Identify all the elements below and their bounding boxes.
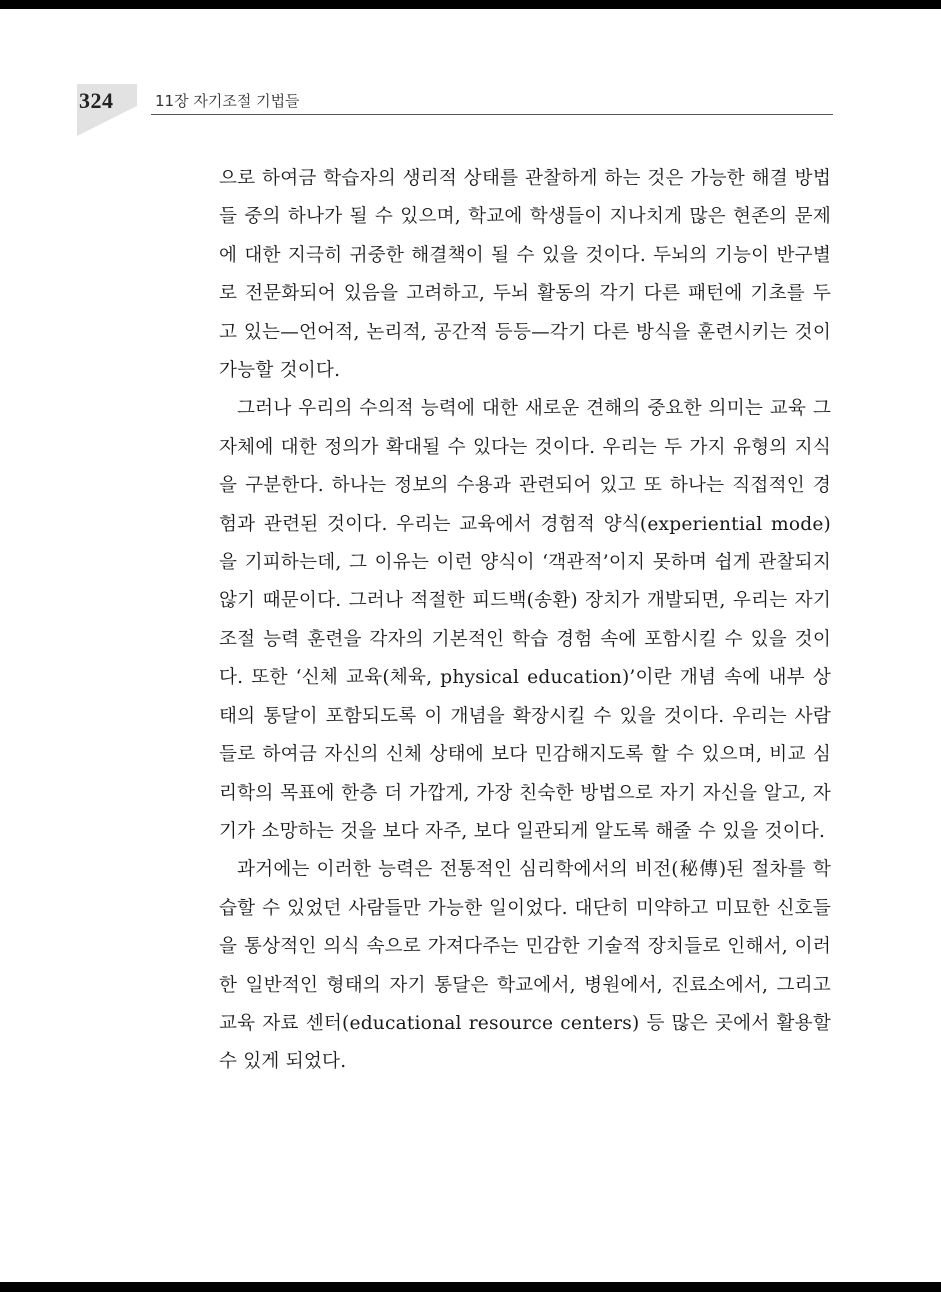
body-text [219,160,831,1082]
header-rule [151,114,833,115]
paragraph-education: 그러나 우리의 수의적 능력에 대한 새로운 견해의 중요한 의미는 교육 그 자체에 대한 정의가 확대될 수 있다는 것이다. 우리는 두 가지 유형의 지식을 구분한다. 하나는 정보의 수용과 관련되어 있고 또 하나는 직접적인 경험과 관련된 것이다. 우리는 교육에서 경험적 양식(experiential mode)을 기피하는데, 그 이유는 이런 양식이 ‘객관적’이지 못하며 쉽게 관찰되지 않기 때문이다. 그러나 적절한 피드백(송환) 장치가 개발되면, 우리는 자기조절 능력 훈련을 각자의 기본적인 학습 경험 속에 포함시킬 수 있을 것이다. 또한 ‘신체 교육(체육, physical education)’이란 개념 속에 내부 상태의 통달이 포함되도록 이 개념을 확장시킬 수 있을 것이다. 우리는 사람들로 하여금 자신의 신체 상태에 보다 민감해지도록 할 수 있으며, 비교 심리학의 목표에 한층 더 가깝게, 가장 친숙한 방법으로 자기 자신을 알고, 자기가 소망하는 것을 보다 자주, 보다 일관되게 알도록 해줄 수 있을 것이다. [219,398,831,842]
paragraph-past: 과거에는 이러한 능력은 전통적인 심리학에서의 비전(秘傳)된 절차를 학습할 수 있었던 사람들만 가능한 일이었다. 대단히 미약하고 미묘한 신호들을 통상적인 의식 속으로 가져다주는 민감한 기술적 장치들로 인해서, 이러한 일반적인 형태의 자기 통달은 학교에서, 병원에서, 진료소에서, 그리고 교육 자료 센터(educational resource centers) 등 많은 곳에서 활용할 수 있게 되었다. [219,859,831,1073]
chapter-title: 11장 자기조절 기법들 [155,92,300,110]
paragraph-continuation: 으로 하여금 학습자의 생리적 상태를 관찰하게 하는 것은 가능한 해결 방법들 중의 하나가 될 수 있으며, 학교에 학생들이 지나치게 많은 현존의 문제에 대한 지극히 귀중한 해결책이 될 수 있을 것이다. 두뇌의 기능이 반구별로 전문화되어 있음을 고려하고, 두뇌 활동의 각기 다른 패턴에 기초를 두고 있는—언어적, 논리적, 공간적 등등—각기 다른 방식을 훈련시키는 것이 가능할 것이다. [219,168,831,382]
bottom-border [0,1282,941,1292]
page-number: 324 [79,88,114,113]
top-border [0,0,941,9]
